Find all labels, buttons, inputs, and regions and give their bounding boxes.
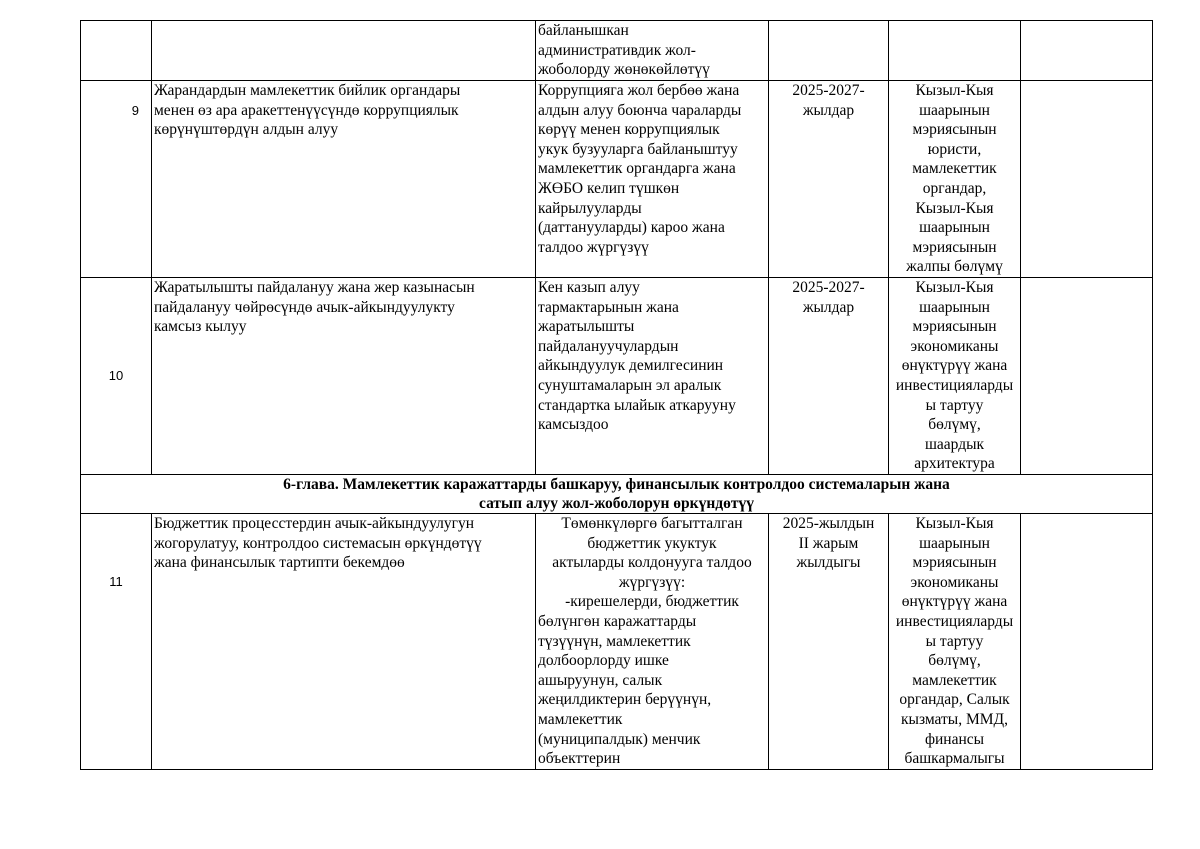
measure-line: алдын алуу боюнча чараларды: [538, 101, 742, 119]
period-line: 2025-2027-: [792, 82, 865, 99]
measure-line: байланышкан: [538, 22, 629, 39]
measure-cell: [536, 514, 769, 770]
measure-line: жүргүзүү:: [618, 573, 686, 591]
responsible-line: шаардык: [924, 435, 985, 453]
responsible-line: жалпы бөлүмү: [906, 258, 1003, 276]
responsible-line: экономиканы: [910, 337, 999, 355]
responsible-cell: [889, 514, 1021, 770]
responsible-line: финансы: [924, 730, 985, 748]
measure-line: ЖӨБО келип түшкөн: [538, 179, 680, 197]
row-number: 11: [81, 514, 152, 770]
measure-line: мамлекеттик: [538, 710, 623, 728]
measure-line: Коррупцияга жол бербөө жана: [538, 82, 740, 99]
table-row-continuation: [81, 21, 1153, 81]
measure-line: жеңилдиктерин берүүнүн,: [538, 691, 712, 709]
measure-cell: [536, 278, 769, 475]
period-line: II жарым: [798, 534, 859, 552]
measure-cell: [536, 81, 769, 278]
responsible-line: архитектура: [914, 455, 995, 473]
measure-line: (даттанууларды) кароо жана: [538, 219, 725, 237]
measure-line: бюджеттик укуктук: [587, 534, 717, 552]
responsible-line: инвестицияларды: [895, 376, 1014, 394]
responsible-line: Кызыл-Кыя: [915, 82, 994, 99]
responsible-line: экономиканы: [910, 573, 999, 591]
responsible-line: мамлекеттик: [912, 160, 997, 178]
task-line: Бюджеттик процесстердин ачык-айкындуулугун: [154, 515, 475, 532]
measure-line: долбоорлорду ишке: [538, 652, 669, 670]
measure-line: объекттерин: [538, 750, 621, 768]
measure-line: административдик жол-: [538, 41, 696, 59]
measure-line: (муниципалдык) менчик: [538, 730, 701, 748]
measure-line: актыларды колдонууга талдоо: [552, 554, 752, 572]
task-line: жана финансылык тартипти бекемдөө: [154, 554, 405, 572]
responsible-line: бөлүмү,: [928, 416, 981, 434]
chapter-heading: [81, 475, 1153, 514]
note-cell: [1021, 81, 1153, 278]
chapter-heading-line: 6-глава. Мамлекеттик каражаттарды башкаруу, финансылык контролдоо системаларын жана: [283, 476, 950, 493]
responsible-line: Кызыл-Кыя: [915, 199, 994, 217]
period-cell: [769, 278, 889, 475]
responsible-line: Кызыл-Кыя: [915, 279, 994, 296]
task-line: жогорулатуу, контролдоо системасын өркүндөтүү: [154, 534, 482, 552]
task-cell: [152, 278, 536, 475]
responsible-line: мэриясынын: [912, 121, 997, 139]
task-cell: [152, 81, 536, 278]
measure-line: сунуштамаларын эл аралык: [538, 376, 722, 394]
task-line: Жарандардын мамлекеттик бийлик органдары: [154, 82, 461, 99]
task-line: пайдалануу чөйрөсүндө ачык-айкындуулукту: [154, 298, 455, 316]
row-number: 9: [81, 81, 152, 278]
measure-line: кайрылууларды: [538, 199, 642, 217]
responsible-cell: [889, 81, 1021, 278]
table-row-10: [81, 278, 1153, 475]
responsible-line: ы тартуу: [925, 396, 984, 414]
row-number: 10: [81, 278, 152, 475]
responsible-line: шаарынын: [919, 534, 990, 552]
period-line: 2025-2027-: [792, 279, 865, 296]
measure-cell: [536, 21, 769, 81]
task-line: Жаратылышты пайдалануу жана жер казынасын: [154, 279, 475, 296]
note-cell: [1021, 278, 1153, 475]
responsible-line: шаарынын: [919, 298, 990, 316]
measure-line: көрүү менен коррупциялык: [538, 121, 720, 139]
measure-line: стандартка ылайык аткарууну: [538, 396, 736, 414]
measure-line: талдоо жүргүзүү: [538, 238, 649, 256]
responsible-line: мэриясынын: [912, 554, 997, 572]
measure-line: камсыздоо: [538, 416, 609, 434]
responsible-line: шаарынын: [919, 101, 990, 119]
responsible-line: Кызыл-Кыя: [915, 515, 994, 532]
table-row-11: [81, 514, 1153, 770]
responsible-line: юристи,: [927, 140, 982, 158]
period-line: 2025-жылдын: [782, 515, 875, 532]
task-line: менен өз ара аракеттенүүсүндө коррупциялык: [154, 101, 459, 119]
responsible-line: органдар,: [922, 179, 987, 197]
responsible-line: башкармалыгы: [904, 750, 1005, 768]
responsible-line: инвестицияларды: [895, 612, 1014, 630]
measure-line: пайдалануучулардын: [538, 337, 679, 355]
measure-line: түзүүнүн, мамлекеттик: [538, 632, 691, 650]
measure-line: Кен казып алуу: [538, 279, 640, 296]
task-cell: [152, 514, 536, 770]
measure-line: айкындуулук демилгесинин: [538, 357, 724, 375]
measure-line: тармактарынын жана: [538, 298, 679, 316]
measure-line: ашыруунун, салык: [538, 671, 663, 689]
responsible-cell: [889, 278, 1021, 475]
responsible-line: мэриясынын: [912, 238, 997, 256]
measure-line: бөлүнгөн каражаттарды: [538, 612, 697, 630]
period-cell: [769, 81, 889, 278]
task-line: көрүнүштөрдүн алдын алуу: [154, 121, 339, 139]
task-cell: [152, 21, 536, 81]
period-line: жылдыгы: [796, 554, 861, 572]
period-line: жылдар: [802, 101, 855, 119]
measure-line: -кирешелерди, бюджеттик: [565, 593, 739, 611]
responsible-line: бөлүмү,: [928, 652, 981, 670]
period-cell: [769, 514, 889, 770]
responsible-line: өнүктүрүү жана: [901, 593, 1008, 611]
responsible-line: мамлекеттик: [912, 671, 997, 689]
note-cell: [1021, 21, 1153, 81]
measure-line: жаратылышты: [538, 318, 635, 336]
action-plan-table: [80, 20, 1153, 770]
responsible-line: өнүктүрүү жана: [901, 357, 1008, 375]
measure-line: Төмөнкүлөргө багытталган: [561, 515, 743, 532]
measure-line: жоболорду жөнөкөйлөтүү: [538, 61, 710, 79]
measure-line: укук бузууларга байланыштуу: [538, 140, 738, 158]
chapter-heading-row: [81, 475, 1153, 514]
period-line: жылдар: [802, 298, 855, 316]
note-cell: [1021, 514, 1153, 770]
row-number: [81, 21, 152, 81]
responsible-cell: [889, 21, 1021, 81]
task-line: камсыз кылуу: [154, 318, 247, 336]
responsible-line: мэриясынын: [912, 318, 997, 336]
responsible-line: кызматы, ММД,: [901, 710, 1008, 728]
responsible-line: органдар, Салык: [899, 691, 1010, 709]
responsible-line: шаарынын: [919, 219, 990, 237]
table-row-9: [81, 81, 1153, 278]
responsible-line: ы тартуу: [925, 632, 984, 650]
measure-line: мамлекеттик органдарга жана: [538, 160, 736, 178]
chapter-heading-line: сатып алуу жол-жоболорун өркүндөтүү: [479, 495, 754, 512]
period-cell: [769, 21, 889, 81]
